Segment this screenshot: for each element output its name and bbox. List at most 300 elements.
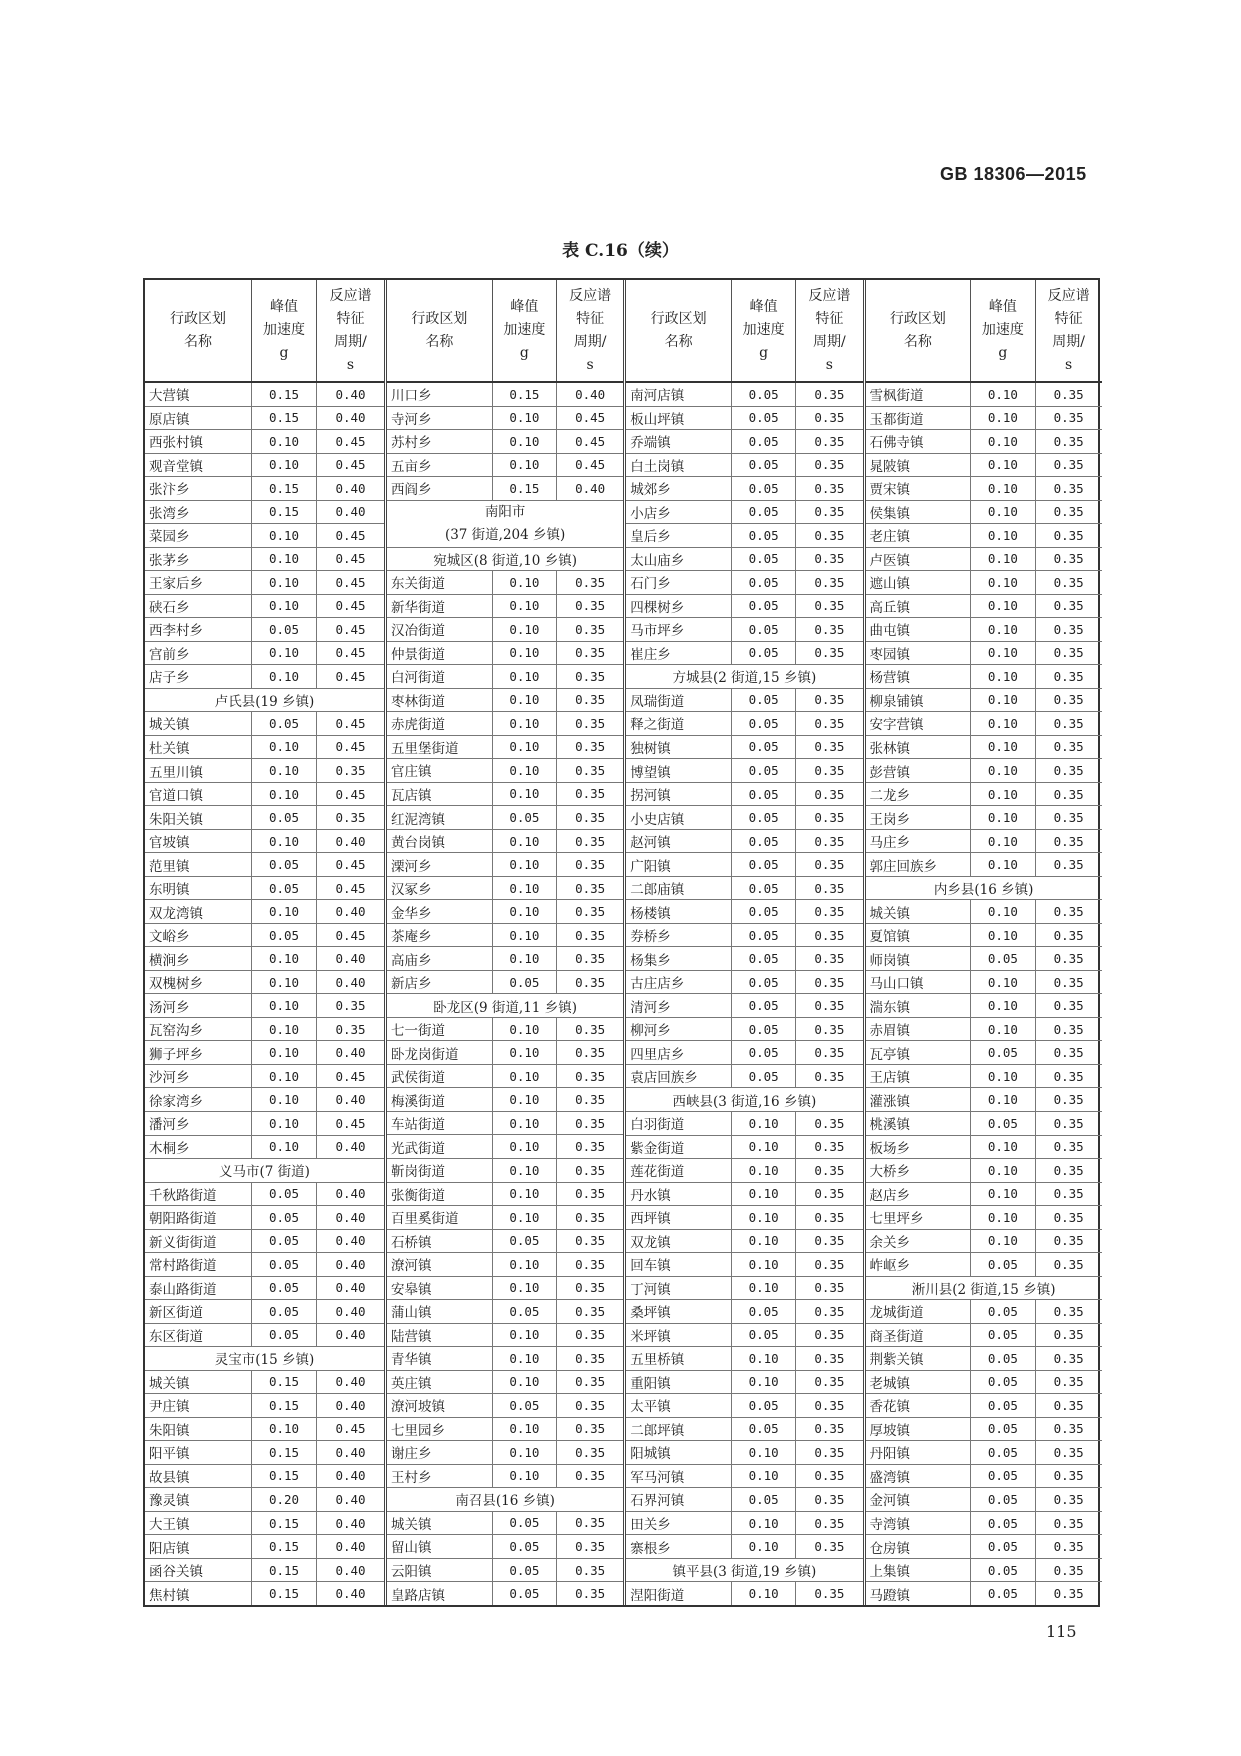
division-name: 朱阳关镇 — [145, 806, 252, 829]
characteristic-period: 0.35 — [1053, 551, 1084, 567]
table-row — [626, 383, 862, 407]
peak-acceleration: 0.05 — [971, 1112, 1035, 1135]
characteristic-period: 0.35 — [814, 551, 845, 567]
peak-acceleration: 0.05 — [971, 1465, 1035, 1488]
division-name: 茶庵乡 — [387, 924, 493, 947]
peak-acceleration: 0.10 — [971, 383, 1035, 406]
peak-acceleration: 0.10 — [971, 1159, 1035, 1182]
division-name: 张衡街道 — [387, 1183, 493, 1206]
peak-acceleration: 0.10 — [971, 783, 1035, 806]
division-name: 西阎乡 — [387, 477, 493, 500]
table-row — [387, 571, 623, 595]
section-row — [145, 689, 384, 713]
table-row — [866, 571, 1102, 595]
division-name: 阳城镇 — [626, 1441, 732, 1464]
peak-acceleration: 0.10 — [732, 1136, 796, 1159]
peak-acceleration: 0.05 — [732, 477, 796, 500]
division-name: 雪枫街道 — [866, 383, 972, 406]
characteristic-period: 0.35 — [575, 1350, 606, 1366]
table-row — [866, 994, 1102, 1018]
division-name: 王店镇 — [866, 1065, 972, 1088]
table-row — [145, 853, 384, 877]
table-row — [626, 548, 862, 572]
division-name: 小史店镇 — [626, 806, 732, 829]
peak-acceleration: 0.10 — [493, 430, 557, 453]
section-title-text: 内乡县(16 乡镇) — [933, 882, 1034, 899]
characteristic-period: 0.35 — [1053, 1186, 1084, 1202]
division-name: 柳河乡 — [626, 1018, 732, 1041]
table-row — [145, 1136, 384, 1160]
table-row — [626, 759, 862, 783]
section-title-text: 方城县(2 街道,15 乡镇) — [672, 670, 817, 687]
peak-acceleration: 0.10 — [493, 618, 557, 641]
section-title-text: 宛城区(8 街道,10 乡镇) — [433, 552, 577, 569]
table-row — [866, 924, 1102, 948]
characteristic-period: 0.40 — [335, 1280, 366, 1296]
table-header — [866, 280, 1102, 383]
characteristic-period: 0.40 — [335, 1256, 366, 1272]
characteristic-period: 0.35 — [814, 1515, 845, 1531]
peak-acceleration: 0.10 — [971, 853, 1035, 876]
peak-acceleration: 0.05 — [732, 877, 796, 900]
peak-acceleration: 0.10 — [971, 830, 1035, 853]
division-name: 马蹬镇 — [866, 1582, 972, 1605]
table-row — [866, 1112, 1102, 1136]
division-name: 杨楼镇 — [626, 900, 732, 923]
peak-acceleration: 0.05 — [971, 1347, 1035, 1370]
peak-acceleration: 0.10 — [252, 736, 317, 759]
peak-acceleration: 0.10 — [493, 454, 557, 477]
characteristic-period: 0.35 — [1053, 1515, 1084, 1531]
peak-acceleration: 0.05 — [493, 1230, 557, 1253]
peak-acceleration: 0.05 — [732, 595, 796, 618]
table-row — [387, 689, 623, 713]
peak-acceleration: 0.10 — [971, 1230, 1035, 1253]
table-row — [866, 1183, 1102, 1207]
characteristic-period: 0.45 — [335, 1115, 366, 1131]
peak-acceleration: 0.05 — [971, 1582, 1035, 1605]
header-pga: 峰值 加速度 g — [493, 280, 557, 381]
table-row — [387, 1135, 623, 1159]
division-name: 城关镇 — [387, 1512, 493, 1535]
division-name: 大王镇 — [145, 1512, 252, 1535]
division-name: 晁陂镇 — [866, 454, 972, 477]
division-name: 紫金街道 — [626, 1136, 732, 1159]
division-name: 溧河乡 — [387, 853, 493, 876]
characteristic-period: 0.35 — [1053, 1139, 1084, 1155]
peak-acceleration: 0.05 — [732, 1394, 796, 1417]
characteristic-period: 0.35 — [575, 810, 606, 825]
table-row — [387, 383, 623, 407]
table-row — [626, 736, 862, 760]
peak-acceleration: 0.10 — [971, 524, 1035, 547]
peak-acceleration: 0.10 — [252, 454, 317, 477]
table-row — [145, 1112, 384, 1136]
division-name: 丹水镇 — [626, 1183, 732, 1206]
division-name: 杨营镇 — [866, 665, 972, 688]
division-name: 湍东镇 — [866, 994, 972, 1017]
characteristic-period: 0.35 — [814, 1021, 845, 1037]
division-name: 杜关镇 — [145, 736, 252, 759]
division-name: 东区街道 — [145, 1324, 252, 1347]
peak-acceleration: 0.10 — [252, 1041, 317, 1064]
characteristic-period: 0.45 — [335, 645, 366, 661]
table-row — [866, 1018, 1102, 1042]
table-row — [626, 501, 862, 525]
division-name: 瓦窑沟乡 — [145, 1018, 252, 1041]
peak-acceleration: 0.10 — [971, 971, 1035, 994]
peak-acceleration: 0.10 — [252, 1088, 317, 1111]
table-row — [387, 1394, 623, 1418]
division-name: 莲花街道 — [626, 1159, 732, 1182]
division-name: 常村路街道 — [145, 1253, 252, 1276]
division-name: 张林镇 — [866, 736, 972, 759]
division-name: 官庄镇 — [387, 759, 493, 782]
division-name: 四里店乡 — [626, 1041, 732, 1064]
characteristic-period: 0.40 — [335, 1209, 366, 1225]
peak-acceleration: 0.05 — [732, 1324, 796, 1347]
characteristic-period: 0.35 — [1053, 1421, 1084, 1437]
table-row — [145, 1300, 384, 1324]
section-row — [387, 501, 623, 548]
peak-acceleration: 0.05 — [252, 712, 317, 735]
division-name: 新义街街道 — [145, 1230, 252, 1253]
division-name: 新区街道 — [145, 1300, 252, 1323]
section-title — [387, 548, 623, 571]
division-name: 城关镇 — [145, 712, 252, 735]
characteristic-period: 0.40 — [335, 1233, 366, 1249]
peak-acceleration: 0.10 — [493, 877, 557, 900]
peak-acceleration: 0.10 — [971, 618, 1035, 641]
table-row — [626, 924, 862, 948]
characteristic-period: 0.40 — [335, 1444, 366, 1460]
table-row — [387, 830, 623, 854]
header-name: 行政区划 名称 — [626, 280, 732, 381]
table-row — [866, 1136, 1102, 1160]
header-period: 反应谱 特征 周期/ s — [1047, 287, 1090, 373]
peak-acceleration: 0.15 — [493, 383, 557, 406]
table-row — [387, 759, 623, 783]
peak-acceleration: 0.10 — [971, 1183, 1035, 1206]
section-title-text: 淅川县(2 街道,15 乡镇) — [911, 1281, 1056, 1298]
peak-acceleration: 0.05 — [971, 1535, 1035, 1558]
division-name: 川口乡 — [387, 383, 493, 406]
division-name: 七里坪乡 — [866, 1206, 972, 1229]
table-row — [145, 1394, 384, 1418]
table-row — [866, 1559, 1102, 1583]
peak-acceleration: 0.10 — [252, 571, 317, 594]
table-row — [145, 806, 384, 830]
peak-acceleration: 0.10 — [971, 759, 1035, 782]
peak-acceleration: 0.05 — [252, 1253, 317, 1276]
division-name: 新店乡 — [387, 971, 493, 994]
characteristic-period: 0.45 — [335, 574, 366, 590]
division-name: 马庄乡 — [866, 830, 972, 853]
table-row — [866, 853, 1102, 877]
peak-acceleration: 0.10 — [493, 407, 557, 430]
characteristic-period: 0.35 — [1053, 1350, 1084, 1366]
column-group-3 — [623, 280, 862, 1605]
division-name: 东明镇 — [145, 877, 252, 900]
table-row — [866, 1065, 1102, 1089]
table-row — [866, 1041, 1102, 1065]
peak-acceleration: 0.10 — [493, 759, 557, 782]
characteristic-period: 0.35 — [814, 927, 845, 943]
characteristic-period: 0.45 — [335, 715, 366, 731]
division-name: 五里堡街道 — [387, 736, 493, 759]
table-row — [866, 477, 1102, 501]
characteristic-period: 0.35 — [814, 833, 845, 849]
characteristic-period: 0.35 — [1053, 433, 1084, 449]
peak-acceleration: 0.10 — [252, 1112, 317, 1135]
division-name: 厚坡镇 — [866, 1418, 972, 1441]
characteristic-period: 0.35 — [1053, 645, 1084, 661]
peak-acceleration: 0.05 — [732, 830, 796, 853]
section-title — [866, 877, 1102, 900]
characteristic-period: 0.35 — [814, 1491, 845, 1507]
table-header — [626, 280, 862, 383]
peak-acceleration: 0.05 — [971, 1371, 1035, 1394]
peak-acceleration: 0.10 — [252, 1018, 317, 1041]
table-row — [626, 783, 862, 807]
division-name: 独树镇 — [626, 736, 732, 759]
characteristic-period: 0.35 — [814, 645, 845, 661]
peak-acceleration: 0.05 — [732, 783, 796, 806]
peak-acceleration: 0.15 — [252, 501, 317, 524]
section-title — [866, 1277, 1102, 1300]
table-row — [626, 971, 862, 995]
characteristic-period: 0.40 — [335, 1468, 366, 1484]
table-row — [866, 1324, 1102, 1348]
division-name: 重阳镇 — [626, 1371, 732, 1394]
characteristic-period: 0.35 — [575, 1280, 606, 1296]
table-row — [145, 501, 384, 525]
peak-acceleration: 0.10 — [493, 1465, 557, 1488]
table-row — [626, 689, 862, 713]
division-name: 广阳镇 — [626, 853, 732, 876]
characteristic-period: 0.45 — [335, 1068, 366, 1084]
table-row — [145, 712, 384, 736]
characteristic-period: 0.35 — [1053, 1115, 1084, 1131]
peak-acceleration: 0.05 — [493, 1535, 557, 1558]
characteristic-period: 0.35 — [814, 1421, 845, 1437]
table-row — [626, 571, 862, 595]
characteristic-period: 0.35 — [575, 1468, 606, 1484]
division-name: 千秋路街道 — [145, 1183, 252, 1206]
characteristic-period: 0.35 — [575, 880, 606, 896]
division-name: 泰山路街道 — [145, 1277, 252, 1300]
characteristic-period: 0.35 — [1053, 410, 1084, 426]
characteristic-period: 0.35 — [814, 904, 845, 920]
section-title-text: 灵宝市(15 乡镇) — [214, 1352, 315, 1369]
section-title-text: 义马市(7 街道) — [219, 1164, 310, 1181]
table-row — [626, 1324, 862, 1348]
peak-acceleration: 0.10 — [971, 900, 1035, 923]
division-name: 二郎坪镇 — [626, 1418, 732, 1441]
table-row — [866, 642, 1102, 666]
characteristic-period: 0.35 — [1053, 715, 1084, 731]
table-row — [145, 736, 384, 760]
characteristic-period: 0.35 — [575, 1515, 606, 1531]
division-name: 西张村镇 — [145, 430, 252, 453]
division-name: 函谷关镇 — [145, 1559, 252, 1582]
peak-acceleration: 0.10 — [971, 1088, 1035, 1111]
table-row — [145, 1488, 384, 1512]
peak-acceleration: 0.10 — [493, 1159, 557, 1182]
peak-acceleration: 0.10 — [493, 1277, 557, 1300]
peak-acceleration: 0.05 — [971, 1488, 1035, 1511]
table-row — [626, 1041, 862, 1065]
characteristic-period: 0.35 — [1053, 974, 1084, 990]
characteristic-period: 0.35 — [1053, 1162, 1084, 1178]
table-row — [145, 524, 384, 548]
characteristic-period: 0.35 — [575, 1327, 606, 1343]
characteristic-period: 0.35 — [575, 927, 606, 943]
characteristic-period: 0.40 — [335, 1186, 366, 1202]
table-row — [145, 595, 384, 619]
characteristic-period: 0.35 — [575, 1256, 606, 1272]
section-title — [387, 1488, 623, 1511]
characteristic-period: 0.40 — [575, 480, 606, 496]
table-row — [866, 1371, 1102, 1395]
peak-acceleration: 0.10 — [971, 430, 1035, 453]
characteristic-period: 0.45 — [335, 598, 366, 614]
table-row — [626, 1371, 862, 1395]
characteristic-period: 0.35 — [1053, 668, 1084, 684]
table-row — [626, 1394, 862, 1418]
table-row — [387, 477, 623, 501]
table-row — [866, 806, 1102, 830]
table-row — [626, 1582, 862, 1605]
division-name: 商圣街道 — [866, 1324, 972, 1347]
section-title-text: 镇平县(3 街道,19 乡镇) — [672, 1564, 817, 1581]
division-name: 南河店镇 — [626, 383, 732, 406]
section-row — [387, 548, 623, 572]
peak-acceleration: 0.15 — [493, 477, 557, 500]
characteristic-period: 0.35 — [814, 1115, 845, 1131]
table-row — [387, 1065, 623, 1089]
table-row — [387, 1277, 623, 1301]
section-title-text: 卢氏县(19 乡镇) — [214, 693, 315, 710]
peak-acceleration: 0.05 — [732, 1065, 796, 1088]
division-name: 柳泉铺镇 — [866, 689, 972, 712]
table-row — [387, 1253, 623, 1277]
division-name: 新华街道 — [387, 595, 493, 618]
table-row — [626, 1253, 862, 1277]
peak-acceleration: 0.05 — [732, 501, 796, 524]
table-row — [626, 524, 862, 548]
peak-acceleration: 0.15 — [252, 407, 317, 430]
characteristic-period: 0.35 — [575, 1115, 606, 1131]
characteristic-period: 0.35 — [1053, 457, 1084, 473]
characteristic-period: 0.45 — [575, 410, 606, 426]
peak-acceleration: 0.15 — [252, 1535, 317, 1558]
division-name: 清河乡 — [626, 994, 732, 1017]
characteristic-period: 0.35 — [1053, 786, 1084, 802]
table-row — [145, 900, 384, 924]
characteristic-period: 0.35 — [814, 1068, 845, 1084]
division-name: 靳岗街道 — [387, 1159, 493, 1182]
section-title — [626, 665, 862, 688]
table-header — [387, 280, 623, 383]
table-row — [866, 383, 1102, 407]
section-row — [626, 1088, 862, 1112]
characteristic-period: 0.40 — [335, 974, 366, 990]
peak-acceleration: 0.10 — [493, 736, 557, 759]
division-name: 官道口镇 — [145, 783, 252, 806]
characteristic-period: 0.35 — [1053, 480, 1084, 496]
characteristic-period: 0.35 — [575, 715, 606, 731]
characteristic-period: 0.35 — [1053, 598, 1084, 614]
table-row — [866, 618, 1102, 642]
section-title-text: 南召县(16 乡镇) — [455, 1493, 555, 1510]
division-name: 寺河乡 — [387, 407, 493, 430]
division-name: 五亩乡 — [387, 454, 493, 477]
header-pga: 峰值 加速度 g — [732, 280, 796, 381]
peak-acceleration: 0.10 — [493, 665, 557, 688]
characteristic-period: 0.40 — [335, 1092, 366, 1108]
characteristic-period: 0.40 — [335, 833, 366, 849]
division-name: 张茅乡 — [145, 548, 252, 571]
table-row — [866, 1465, 1102, 1489]
division-name: 汉冢乡 — [387, 877, 493, 900]
division-name: 金河镇 — [866, 1488, 972, 1511]
table-row — [626, 1159, 862, 1183]
table-row — [145, 877, 384, 901]
header-period: 反应谱 特征 周期/ s — [569, 287, 612, 373]
characteristic-period: 0.35 — [814, 1468, 845, 1484]
characteristic-period: 0.35 — [575, 1374, 606, 1390]
peak-acceleration: 0.05 — [732, 924, 796, 947]
characteristic-period: 0.35 — [1053, 1374, 1084, 1390]
section-row — [145, 1159, 384, 1183]
peak-acceleration: 0.15 — [252, 1559, 317, 1582]
header-period: 反应谱 特征 周期/ s — [808, 287, 851, 373]
section-title — [626, 1088, 862, 1111]
characteristic-period: 0.35 — [575, 692, 606, 708]
peak-acceleration: 0.05 — [971, 1394, 1035, 1417]
division-name: 金华乡 — [387, 900, 493, 923]
division-name: 余关乡 — [866, 1230, 972, 1253]
peak-acceleration: 0.10 — [252, 1136, 317, 1159]
table-row — [626, 806, 862, 830]
section-title — [145, 1159, 384, 1182]
peak-acceleration: 0.10 — [493, 947, 557, 970]
characteristic-period: 0.35 — [575, 1162, 606, 1178]
characteristic-period: 0.35 — [1053, 1092, 1084, 1108]
table-row — [145, 1183, 384, 1207]
peak-acceleration: 0.10 — [252, 642, 317, 665]
table-row — [626, 1065, 862, 1089]
division-name: 皇后乡 — [626, 524, 732, 547]
peak-acceleration: 0.05 — [732, 1418, 796, 1441]
division-name: 车站街道 — [387, 1112, 493, 1135]
division-name: 焦村镇 — [145, 1582, 252, 1605]
division-name: 彭营镇 — [866, 759, 972, 782]
peak-acceleration: 0.05 — [971, 1512, 1035, 1535]
characteristic-period: 0.35 — [1053, 810, 1084, 826]
characteristic-period: 0.35 — [814, 810, 845, 826]
peak-acceleration: 0.10 — [971, 994, 1035, 1017]
division-name: 朝阳路街道 — [145, 1206, 252, 1229]
peak-acceleration: 0.05 — [252, 1300, 317, 1323]
section-title-text: 西峡县(3 街道,16 乡镇) — [672, 1093, 817, 1110]
division-name: 师岗镇 — [866, 947, 972, 970]
characteristic-period: 0.35 — [1053, 621, 1084, 637]
characteristic-period: 0.35 — [1053, 692, 1084, 708]
peak-acceleration: 0.10 — [252, 830, 317, 853]
characteristic-period: 0.40 — [335, 1586, 366, 1602]
